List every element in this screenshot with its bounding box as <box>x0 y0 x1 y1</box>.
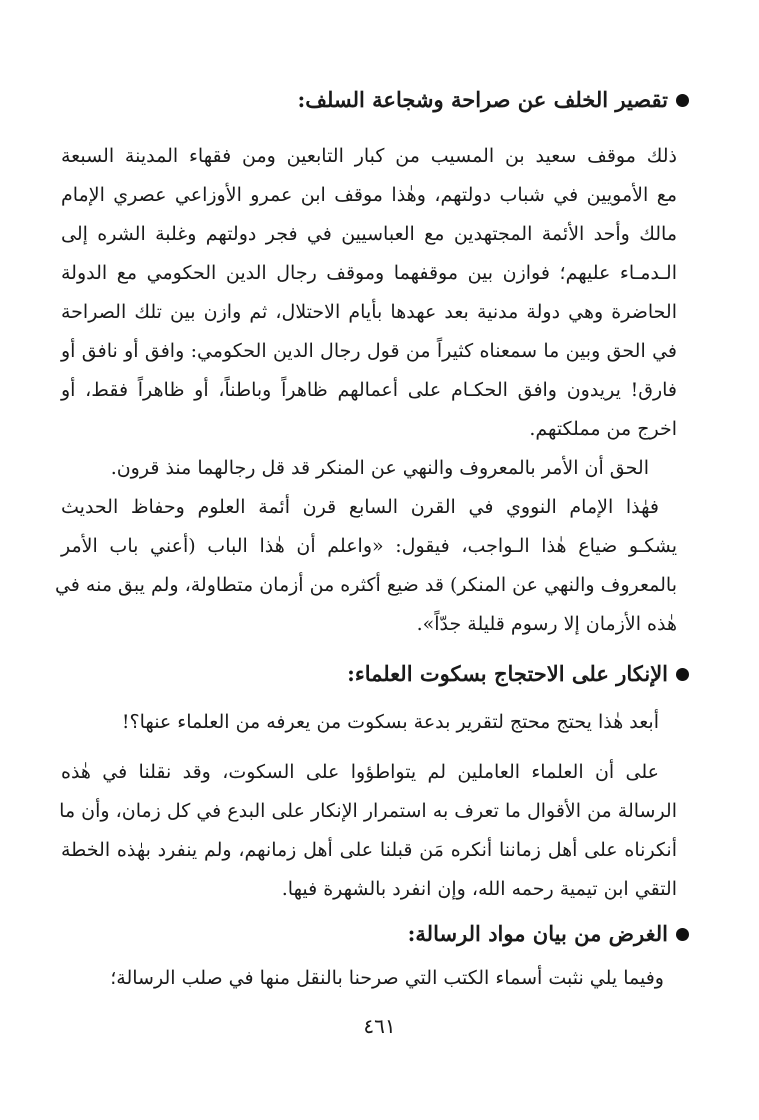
heading-text: الغرض من بيان مواد الرسالة: <box>407 921 668 946</box>
text-line: هٰذه الأزمان إلا رسوم قليلة جدّاً». <box>416 613 677 635</box>
text-line: ذلك موقف سعيد بن المسيب من كبار التابعين ومن فقهاء المدينة السبعة <box>61 145 677 167</box>
text-line: مالك وأحد الأئمة المجتهدين مع العباسيين في فجر دولتهم وغلبة الشره إلى <box>61 223 677 245</box>
text-line: مع الأمويين في شباب دولتهم، وهٰذا موقف ابن عمرو الأوزاعي عصري الإمام <box>61 184 677 206</box>
bullet-icon <box>676 928 689 941</box>
section-heading-2 <box>347 658 689 690</box>
text-line: فهٰذا الإمام النووي في القرن السابع قرن أئمة العلوم وحفاظ الحديث <box>61 496 659 518</box>
text-line: اخرج من مملكتهم. <box>529 418 677 440</box>
text-line: الحق أن الأمر بالمعروف والنهي عن المنكر قد قل رجالهما منذ قرون. <box>110 457 649 479</box>
text-line: الحاضرة وهي دولة مدنية بعد عهدها بأيام الاحتلال، ثم وازن بين تلك الصراحة <box>61 301 677 323</box>
text-line: يشكـو ضياع هٰذا الـواجب، فيقول: «واعلم أن هٰذا الباب (أعني باب الأمر <box>61 535 677 557</box>
section-heading-3 <box>408 918 689 950</box>
page-number: ٤٦١ <box>363 1014 396 1038</box>
text-line: فارق! يريدون وافق الحكـام على أعمالهم ظاهراً وباطناً، أو ظاهراً فقط، أو <box>61 379 677 401</box>
text-line: أبعد هٰذا يحتج محتج لتقرير بدعة بسكوت من يعرفه من العلماء عنها؟! <box>121 711 659 733</box>
bullet-icon <box>676 668 689 681</box>
text-line: أنكرناه على أهل زماننا أنكره مَن قبلنا على أهل زمانهم، ولم ينفرد بهٰذه الخطة <box>61 839 677 861</box>
section-heading-1 <box>297 84 689 116</box>
text-line: التقي ابن تيمية رحمه الله، وإن انفرد بالشهرة فيها. <box>281 878 677 900</box>
text-line: الرسالة من الأقوال ما تعرف به استمرار الإنكار على البدع في كل زمان، وأن ما <box>59 800 677 822</box>
bullet-icon <box>676 94 689 107</box>
heading-text: تقصير الخلف عن صراحة وشجاعة السلف: <box>297 87 668 112</box>
text-line: بالمعروف والنهي عن المنكر) قد ضيع أكثره من أزمان متطاولة، ولم يبق منه في <box>54 574 677 596</box>
text-line: وفيما يلي نثبت أسماء الكتب التي صرحنا بالنقل منها في صلب الرسالة؛ <box>110 967 664 989</box>
text-line: على أن العلماء العاملين لم يتواطؤوا على السكوت، وقد نقلنا في هٰذه <box>61 761 659 783</box>
heading-text: الإنكار على الاحتجاج بسكوت العلماء: <box>347 661 668 686</box>
text-line: في الحق وبين ما سمعناه كثيراً من قول رجال الدين الحكومي: وافق أو نافق أو <box>61 340 677 362</box>
text-line: الـدمـاء عليهم؛ فوازن بين موقفهما وموقف رجال الدين الحكومي مع الدولة <box>61 262 677 284</box>
